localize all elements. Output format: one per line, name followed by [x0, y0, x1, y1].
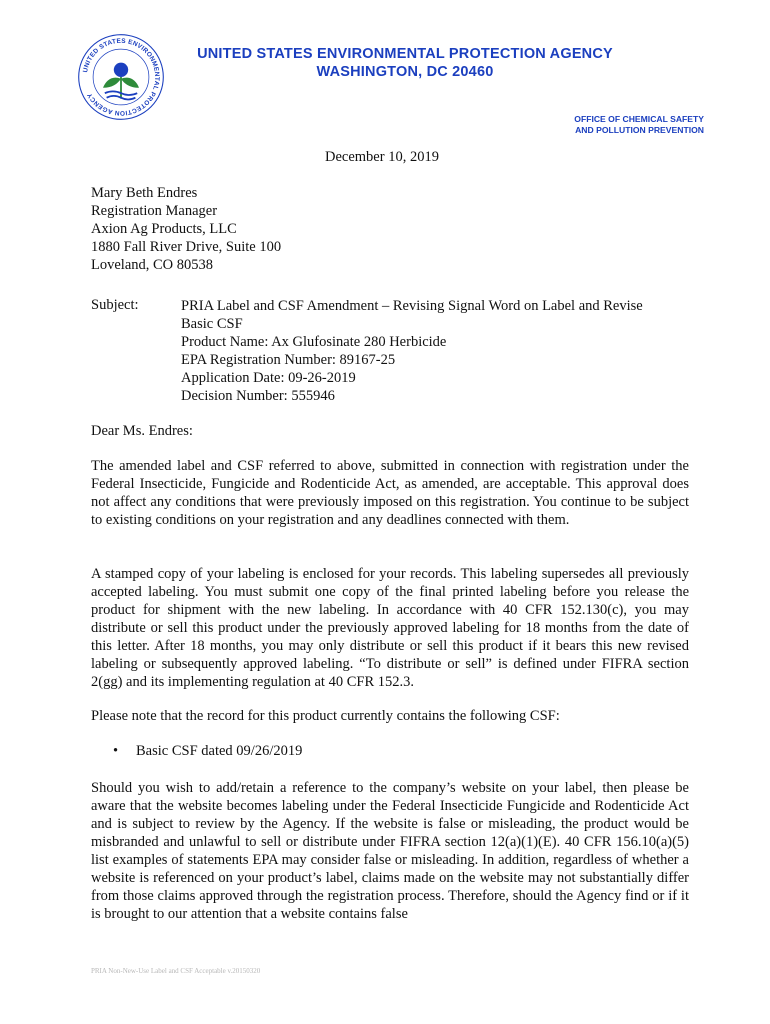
agency-address: WASHINGTON, DC 20460: [316, 64, 494, 80]
recipient-address: [91, 184, 281, 274]
paragraph-approval: The amended label and CSF referred to above, submitted in connection with registration under the Federal Insecticide, Fungicide and Rodenticide Act, as amended, are acceptable. This approval does not affect any conditions that were previously imposed on this registration. You continue to be subject to existing conditions on your registration and any deadlines connected with them.: [91, 458, 689, 528]
paragraph-website: Should you wish to add/retain a reference to the company’s website on your label, then please be aware that the website becomes labeling under the Federal Insecticide Fungicide and Rodenticide Act and is subject to review by the Agency. If the website is false or misleading, the product would be misbranded and unlawful to sell or distribute under FIFRA section 12(a)(1)(E). 40 CFR 156.10(a)(5) list examples of statements EPA may consider false or misleading. In addition, regardless of whether a website is referenced on your product’s label, claims made on the website may not substantially differ from those claims approved through the registration process. Therefore, should the Agency find or if it is brought to our attention that a website contains false: [91, 780, 689, 922]
paragraph-csf-note: Please note that the record for this product currently contains the following CSF:: [91, 708, 560, 724]
subject-line2: Basic CSF: [181, 316, 243, 332]
recipient-name: Mary Beth Endres: [91, 185, 198, 201]
letter-date: December 10, 2019: [325, 149, 439, 165]
subject-decision: Decision Number: 555946: [181, 388, 335, 404]
recipient-company: Axion Ag Products, LLC: [91, 221, 237, 237]
recipient-title: Registration Manager: [91, 203, 218, 219]
paragraph-labeling: A stamped copy of your labeling is enclosed for your records. This labeling supersedes all previously accepted labeling. You must submit one copy of the final printed labeling before you release the product for shipment with the new labeling. In accordance with 40 CFR 152.130(c), you may distribute or sell this product under the previously approved labeling for 18 months from the date of this letter. After 18 months, you may only distribute or sell this product if it bears this new revised labeling or subsequently approved labeling. “To distribute or sell” is defined under FIFRA section 2(gg) and its implementing regulation at 40 CFR 152.3.: [91, 566, 689, 690]
seal-ring-text: UNITED STATES ENVIRONMENTAL PROTECTION AGENCY: [82, 37, 161, 117]
subject-registration: EPA Registration Number: 89167-25: [181, 352, 396, 368]
office-name-line1: OFFICE OF CHEMICAL SAFETY: [574, 114, 704, 124]
subject-block: [181, 297, 681, 405]
subject-application-date: Application Date: 09-26-2019: [181, 370, 356, 386]
bullet-dot: •: [113, 743, 119, 759]
subject-product: Product Name: Ax Glufosinate 280 Herbicide: [181, 334, 447, 350]
office-name-line2: AND POLLUTION PREVENTION: [575, 125, 704, 135]
subject-line1: PRIA Label and CSF Amendment – Revising Signal Word on Label and Revise: [181, 298, 643, 314]
subject-label: Subject:: [91, 297, 139, 313]
epa-seal-logo: [76, 32, 166, 122]
salutation: Dear Ms. Endres:: [91, 423, 193, 439]
bullet-csf-item: Basic CSF dated 09/26/2019: [136, 743, 303, 759]
recipient-city: Loveland, CO 80538: [91, 257, 214, 273]
recipient-street: 1880 Fall River Drive, Suite 100: [91, 239, 282, 255]
footer-note: PRIA Non-New-Use Label and CSF Acceptable v.20150320: [91, 967, 261, 975]
agency-name: UNITED STATES ENVIRONMENTAL PROTECTION AGENCY: [197, 46, 613, 62]
